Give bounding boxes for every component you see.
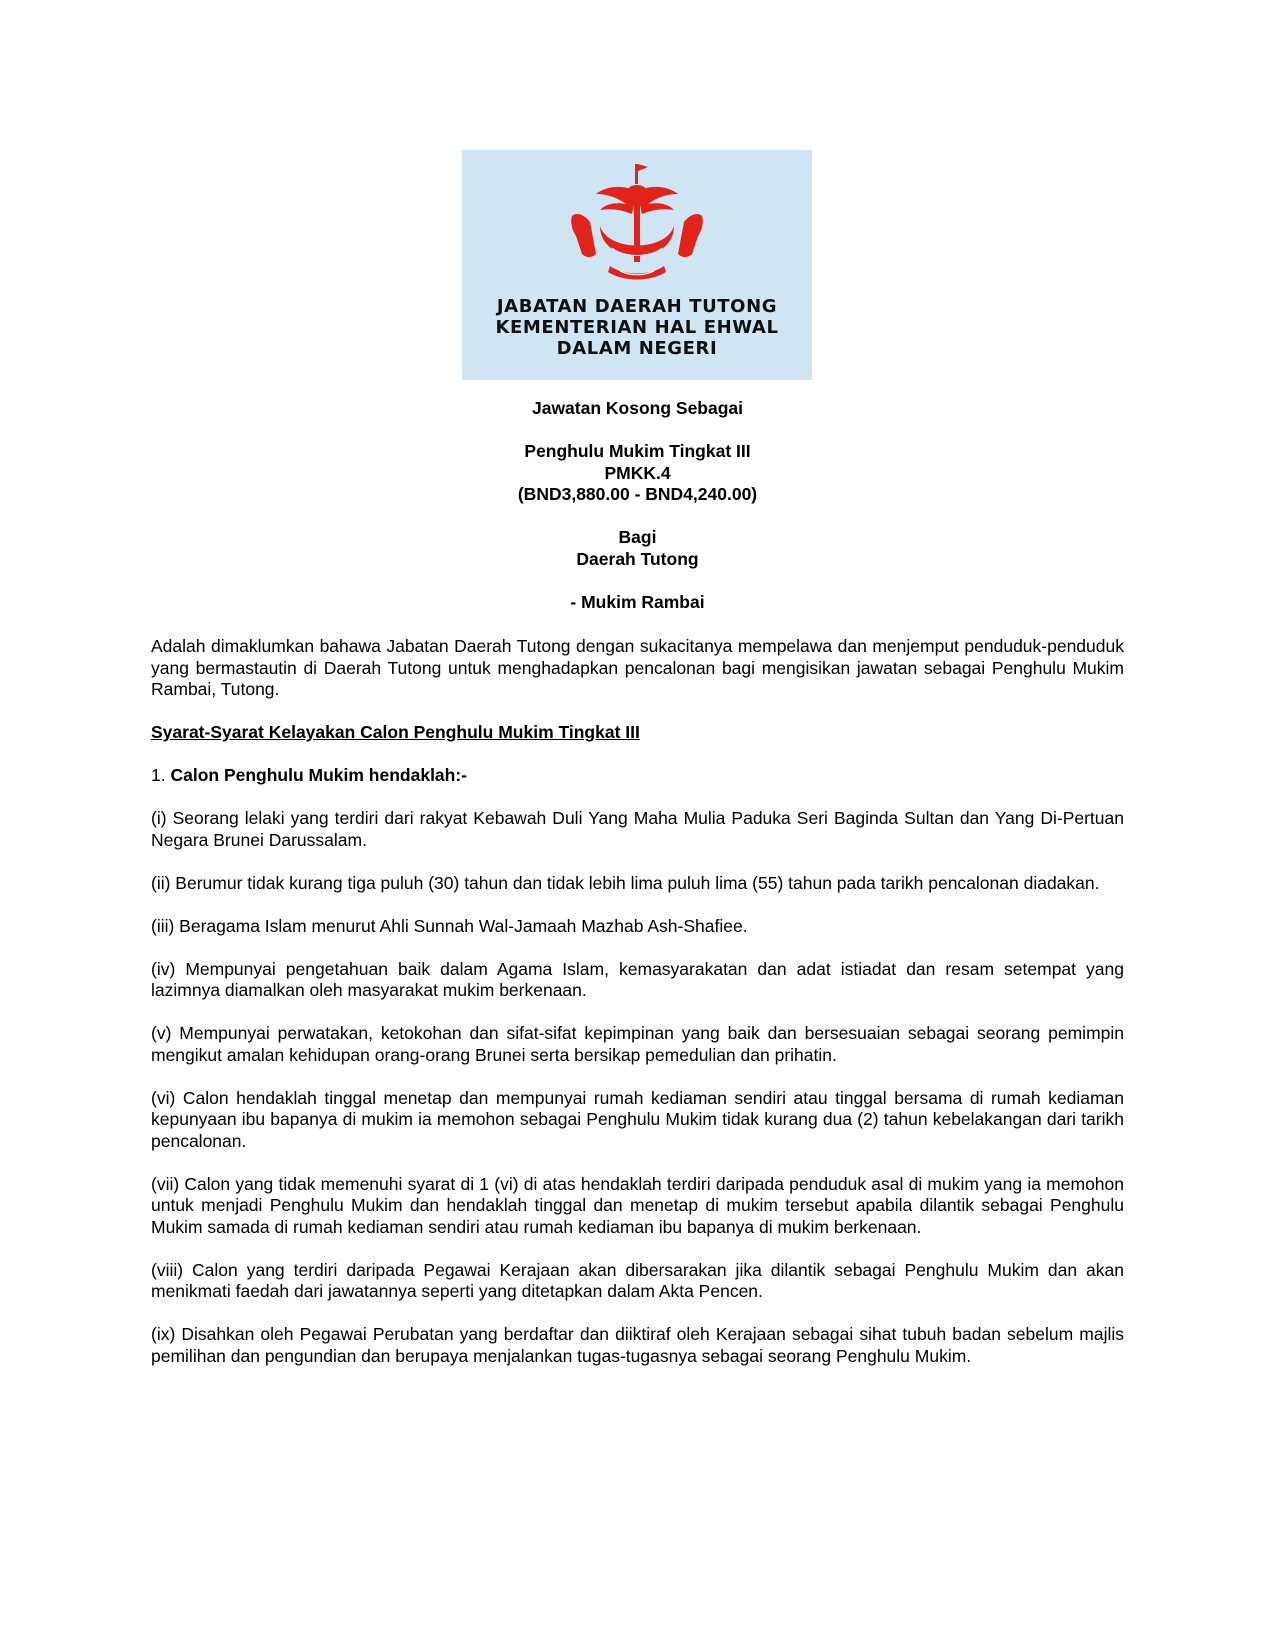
logo-line-ministry-cont: DALAM NEGERI	[556, 338, 718, 359]
logo-line-department: JABATAN DAERAH TUTONG	[496, 296, 778, 317]
item-1	[151, 765, 1124, 787]
logo-text	[462, 296, 812, 359]
brunei-crest-icon	[562, 158, 712, 288]
document-body	[151, 636, 1124, 1389]
condition-viii: (viii) Calon yang terdiri daripada Pegawai Kerajaan akan dibersarakan jika dilantik sebagai Penghulu Mukim dan akan menikmati faedah dari jawatannya seperti yang ditetapkan dalam Akta Pencen.	[151, 1259, 1124, 1301]
title-line-vacancy: Jawatan Kosong Sebagai	[531, 398, 744, 418]
condition-ix: (ix) Disahkan oleh Pegawai Perubatan yang berdaftar dan diiktiraf oleh Kerajaan sebagai sihat tubuh badan sebelum majlis pemilihan dan pengundian dan berupaya menjalankan tugas-tugasnya sebagai seorang Penghulu Mukim.	[151, 1324, 1124, 1366]
title-line-mukim: - Mukim Rambai	[570, 591, 705, 612]
condition-iv: (iv) Mempunyai pengetahuan baik dalam Agama Islam, kemasyarakatan dan adat istiadat dan resam setempat yang lazimnya diamalkan oleh masyarakat mukim berkenaan.	[151, 958, 1124, 1000]
vacancy-title	[150, 398, 1125, 613]
title-line-for: Bagi	[618, 527, 657, 547]
condition-v: (v) Mempunyai perwatakan, ketokohan dan sifat-sifat kepimpinan yang baik dan bersesuaian sebagai seorang pemimpin mengikut amalan kehidupan orang-orang Brunei serta bersikap pemedulian dan prihatin.	[151, 1023, 1124, 1065]
title-line-salary: (BND3,880.00 - BND4,240.00)	[517, 484, 758, 504]
title-line-district: Daerah Tutong	[576, 548, 699, 569]
condition-vi: (vi) Calon hendaklah tinggal menetap dan mempunyai rumah kediaman sendiri atau tinggal bersama di rumah kediaman kepunyaan ibu bapanya di mukim ia memohon sebagai Penghulu Mukim tidak kurang dua (2) tahun kebelakangan dari tarikh pencalonan.	[151, 1087, 1124, 1151]
intro-paragraph: Adalah dimaklumkan bahawa Jabatan Daerah Tutong dengan sukacitanya mempelawa dan menjemput penduduk-penduduk yang bermastautin di Daerah Tutong untuk menghadapkan pencalonan bagi mengisikan jawatan sebagai Penghulu Mukim Rambai, Tutong.	[151, 636, 1124, 699]
item-1-label: Calon Penghulu Mukim hendaklah:-	[170, 765, 468, 785]
logo-line-ministry: KEMENTERIAN HAL EHWAL	[495, 317, 779, 338]
condition-i: (i) Seorang lelaki yang terdiri dari rakyat Kebawah Duli Yang Maha Mulia Paduka Seri Baginda Sultan dan Yang Di-Pertuan Negara Brunei Darussalam.	[151, 808, 1124, 850]
title-line-position: Penghulu Mukim Tingkat III	[524, 441, 751, 461]
section-heading: Syarat-Syarat Kelayakan Calon Penghulu Mukim Tingkat III	[151, 722, 640, 742]
condition-ii: (ii) Berumur tidak kurang tiga puluh (30) tahun dan tidak lebih lima puluh lima (55) tahun pada tarikh pencalonan diadakan.	[151, 872, 1100, 893]
department-logo	[462, 150, 812, 380]
condition-iii: (iii) Beragama Islam menurut Ahli Sunnah Wal-Jamaah Mazhab Ash-Shafiee.	[151, 915, 748, 936]
item-1-number: 1.	[151, 765, 171, 785]
title-line-grade: PMKK.4	[604, 462, 671, 483]
condition-vii: (vii) Calon yang tidak memenuhi syarat di 1 (vi) di atas hendaklah terdiri daripada penduduk asal di mukim yang ia memohon untuk menjadi Penghulu Mukim dan hendaklah tinggal dan menetap di mukim tersebut apabila dilantik sebagai Penghulu Mukim samada di rumah kediaman sendiri atau rumah kediaman ibu bapanya di mukim berkenaan.	[151, 1173, 1124, 1237]
